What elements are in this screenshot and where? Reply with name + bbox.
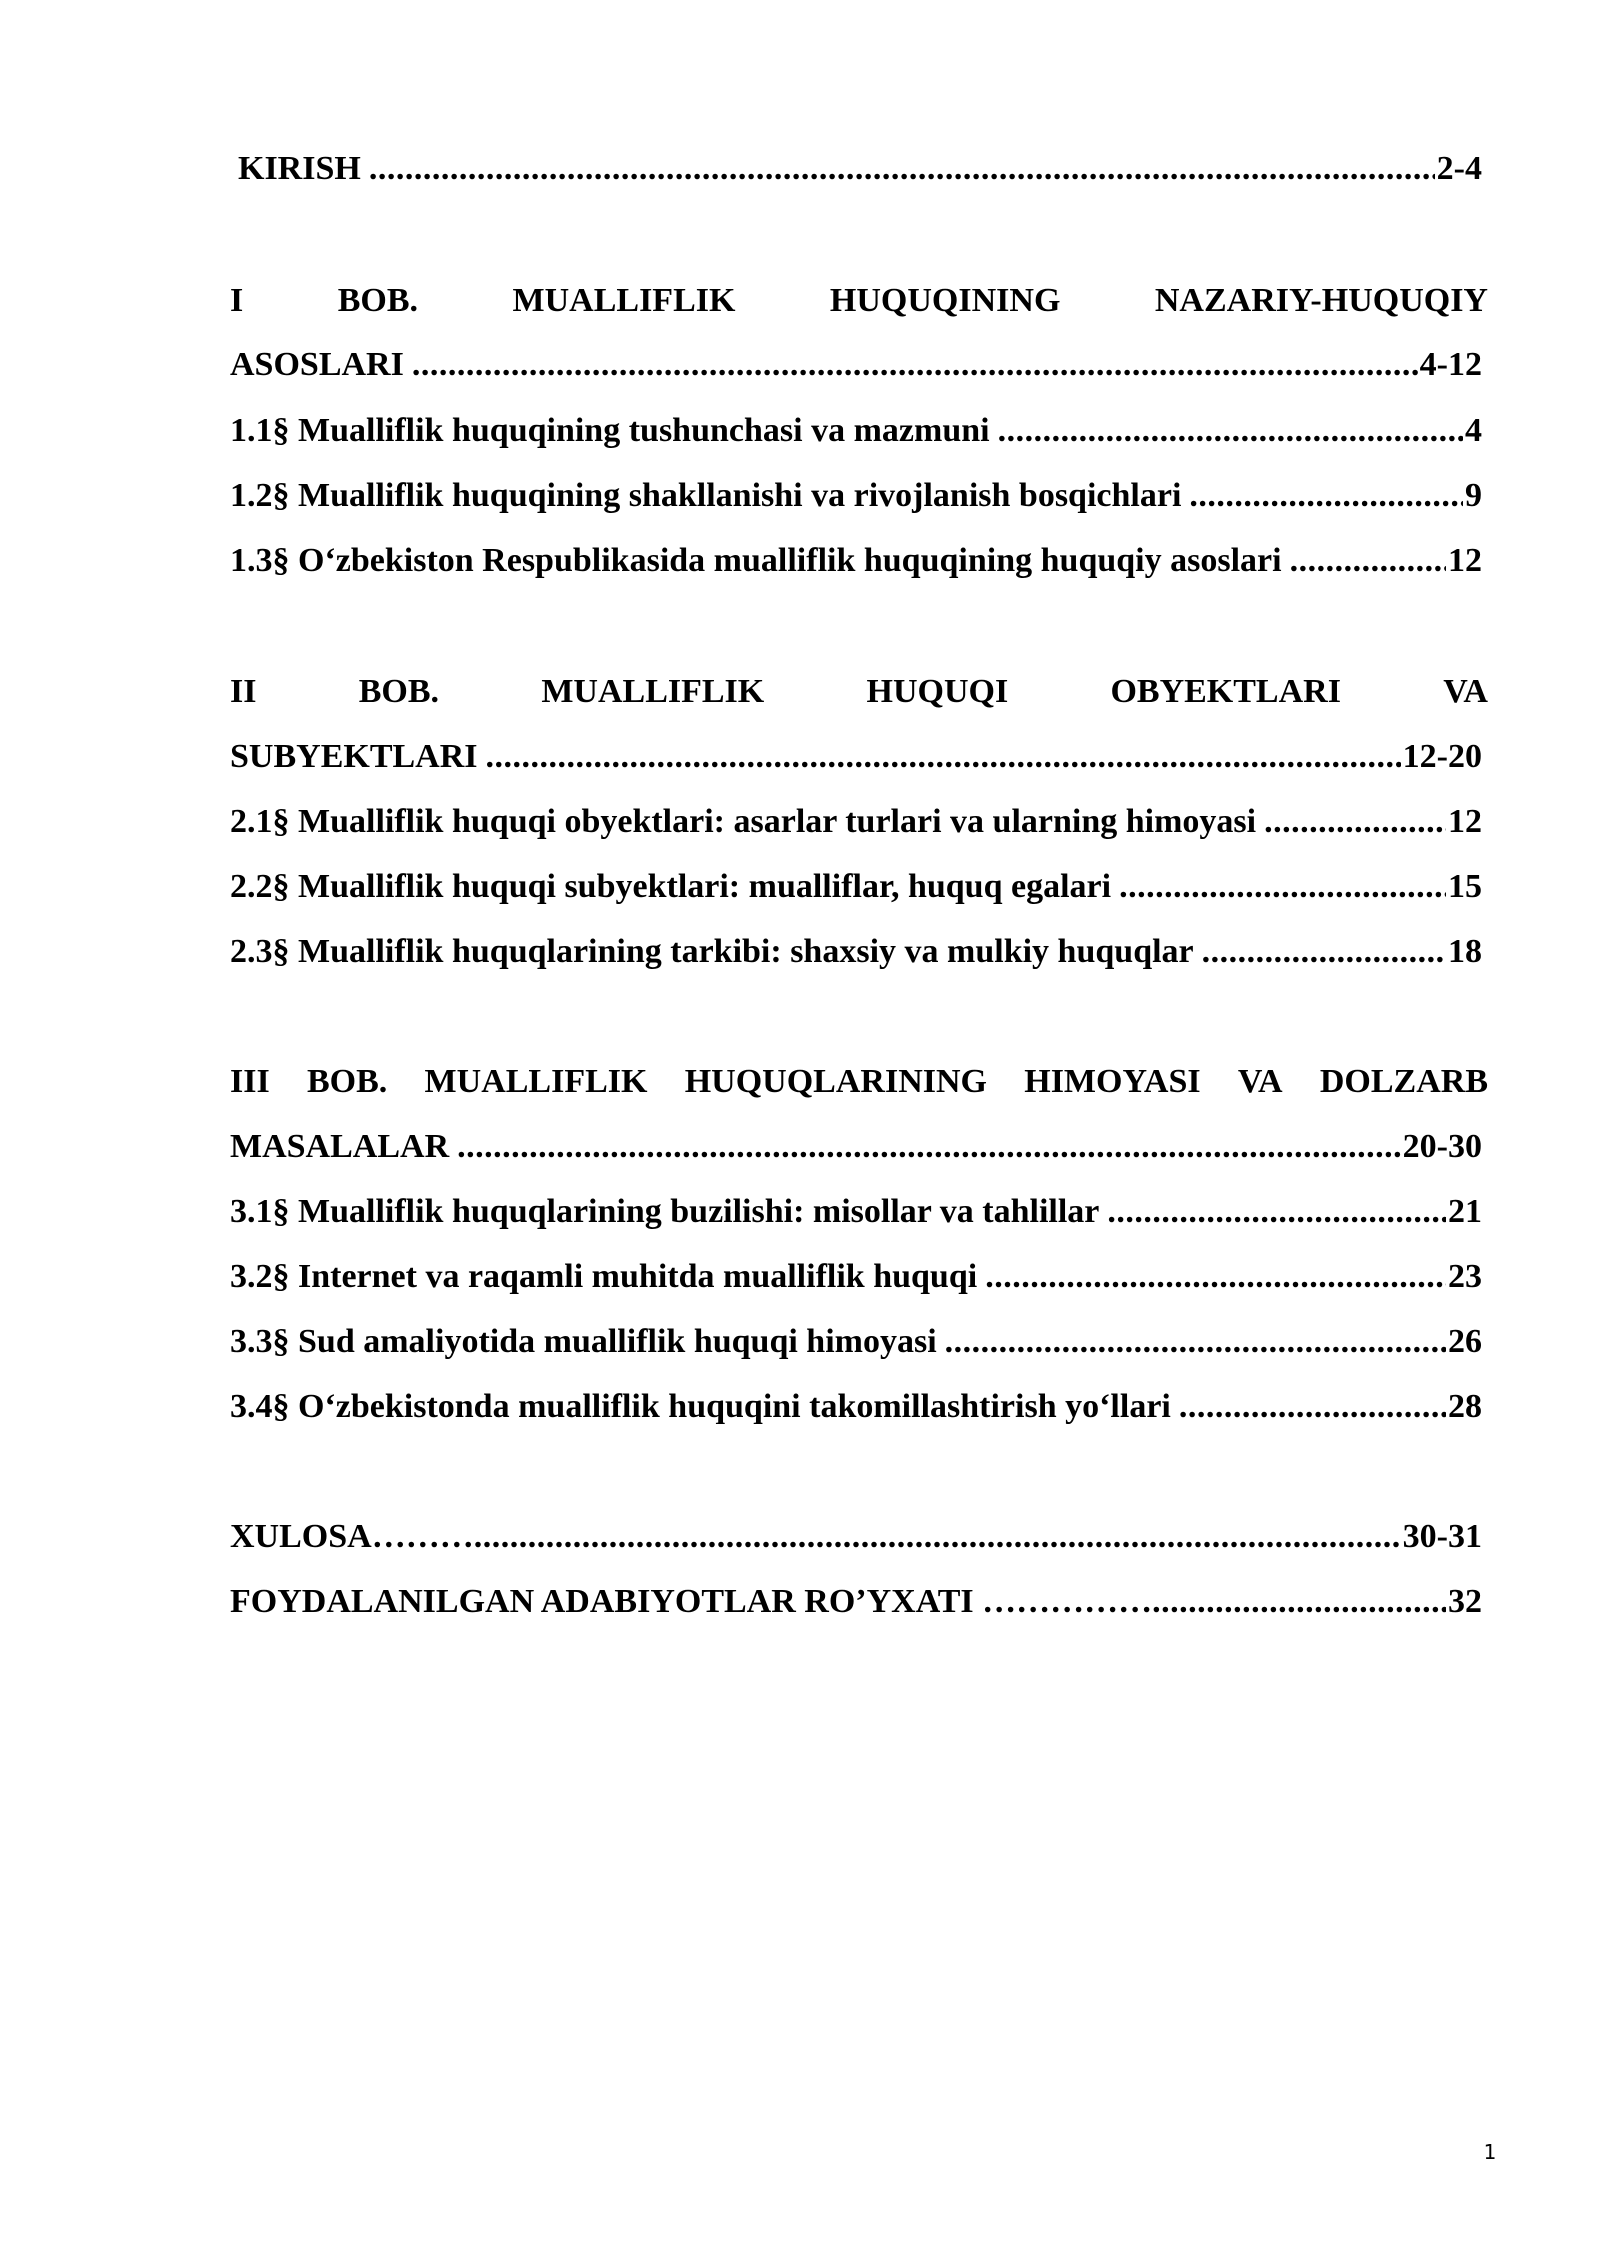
toc-entry-page: 32 [1448,1583,1482,1620]
toc-entry-page: 18 [1448,933,1482,970]
page-number: 1 [1483,2140,1497,2164]
toc-entry-page: 20-30 [1402,1128,1482,1165]
toc-entry-page: 26 [1448,1323,1482,1360]
toc-entry-label: 2.1§ Mualliflik huquqi obyektlari: asarlar turlari va ularning himoyasi [230,803,1257,840]
heading-word: BOB. [358,673,440,710]
toc-entry-section-1-3[interactable] [230,542,1482,594]
dot-leader [474,1518,1401,1556]
dot-leader [1179,1388,1446,1426]
toc-entry-label: 3.3§ Sud amaliyotida mualliflik huquqi himoyasi [230,1323,937,1360]
dot-leader [945,1323,1446,1361]
heading-word: HIMOYASI [1024,1063,1201,1100]
toc-entry-label: SUBYEKTLARI [230,738,478,775]
toc-entry-section-1-1[interactable] [230,412,1482,464]
heading-word: III [230,1063,270,1100]
dot-leader [369,150,1435,188]
toc-entry-section-2-1[interactable] [230,803,1482,855]
heading-word: BOB. [306,1063,388,1100]
dot-leader [1290,542,1446,580]
heading-word: NAZARIY-HUQUQIY [1154,282,1488,319]
toc-entry-label: 1.3§ O‘zbekiston Respublikasida mualliflik huquqining huquqiy asoslari [230,542,1282,579]
heading-word: HUQUQLARINING [684,1063,987,1100]
toc-entry-label: 1.1§ Mualliflik huquqining tushunchasi va mazmuni [230,412,990,449]
toc-entry-page: 2-4 [1436,150,1482,187]
dot-leader [1264,803,1446,841]
toc-entry-label: 2.2§ Mualliflik huquqi subyektlari: mualliflar, huquq egalari [230,868,1112,905]
toc-entry-section-3-2[interactable] [230,1258,1482,1310]
toc-entry-page: 30-31 [1402,1518,1482,1555]
toc-entry-references[interactable] [230,1583,1482,1635]
chapter-1-heading[interactable] [230,282,1488,334]
toc-entry-section-2-2[interactable] [230,868,1482,920]
heading-word: VA [1443,673,1488,710]
dot-leader [1152,1583,1446,1621]
toc-entry-label: ASOSLARI [230,346,404,383]
toc-entry-label: 3.2§ Internet va raqamli muhitda mualliflik huquqi [230,1258,978,1295]
heading-word: BOB. [337,282,419,319]
toc-entry-section-3-1[interactable] [230,1193,1482,1245]
dot-leader [985,1258,1446,1296]
toc-entry-label: MASALALAR [230,1128,450,1165]
toc-entry-page: 4-12 [1419,346,1482,383]
toc-entry-label: XULOSA……… [230,1518,474,1555]
heading-word: I [230,282,244,319]
heading-word: MUALLIFLIK [512,282,736,319]
dot-leader [1119,868,1446,906]
toc-entry-intro[interactable] [238,150,1482,202]
dot-leader [1107,1193,1446,1231]
toc-entry-page: 23 [1448,1258,1482,1295]
dot-leader [457,1128,1401,1166]
toc-entry-chapter-1[interactable] [230,346,1482,398]
toc-entry-page: 28 [1448,1388,1482,1425]
toc-entry-label: KIRISH [238,150,361,187]
heading-word: VA [1237,1063,1283,1100]
toc-entry-page: 12-20 [1402,738,1482,775]
toc-entry-page: 12 [1448,542,1482,579]
heading-word: II [230,673,257,710]
heading-word: HUQUQI [866,673,1009,710]
toc-entry-page: 9 [1465,477,1482,514]
chapter-2-heading[interactable] [230,673,1488,725]
toc-entry-label: FOYDALANILGAN ADABIYOTLAR RO’YXATI …………… [230,1583,1153,1620]
heading-word: DOLZARB [1319,1063,1488,1100]
toc-entry-label: 2.3§ Mualliflik huquqlarining tarkibi: shaxsiy va mulkiy huquqlar [230,933,1194,970]
chapter-3-heading[interactable] [230,1063,1488,1115]
toc-entry-section-2-3[interactable] [230,933,1482,985]
toc-entry-page: 15 [1448,868,1482,905]
toc-entry-page: 12 [1448,803,1482,840]
toc-entry-label: 3.1§ Mualliflik huquqlarining buzilishi: misollar va tahlillar [230,1193,1100,1230]
toc-entry-label: 1.2§ Mualliflik huquqining shakllanishi va rivojlanish bosqichlari [230,477,1182,514]
dot-leader [486,738,1401,776]
heading-word: HUQUQINING [829,282,1061,319]
toc-entry-chapter-2[interactable] [230,738,1482,790]
heading-word: MUALLIFLIK [541,673,765,710]
heading-word: OBYEKTLARI [1110,673,1341,710]
toc-entry-label: 3.4§ O‘zbekistonda mualliflik huquqini takomillashtirish yo‘llari [230,1388,1171,1425]
toc-entry-section-3-3[interactable] [230,1323,1482,1375]
dot-leader [1202,933,1446,971]
toc-entry-page: 21 [1448,1193,1482,1230]
dot-leader [412,346,1418,384]
toc-entry-conclusion[interactable] [230,1518,1482,1570]
toc-entry-section-3-4[interactable] [230,1388,1482,1440]
toc-entry-chapter-3[interactable] [230,1128,1482,1180]
heading-word: MUALLIFLIK [424,1063,648,1100]
toc-entry-page: 4 [1465,412,1482,449]
dot-leader [998,412,1463,450]
toc-entry-section-1-2[interactable] [230,477,1482,529]
dot-leader [1189,477,1463,515]
